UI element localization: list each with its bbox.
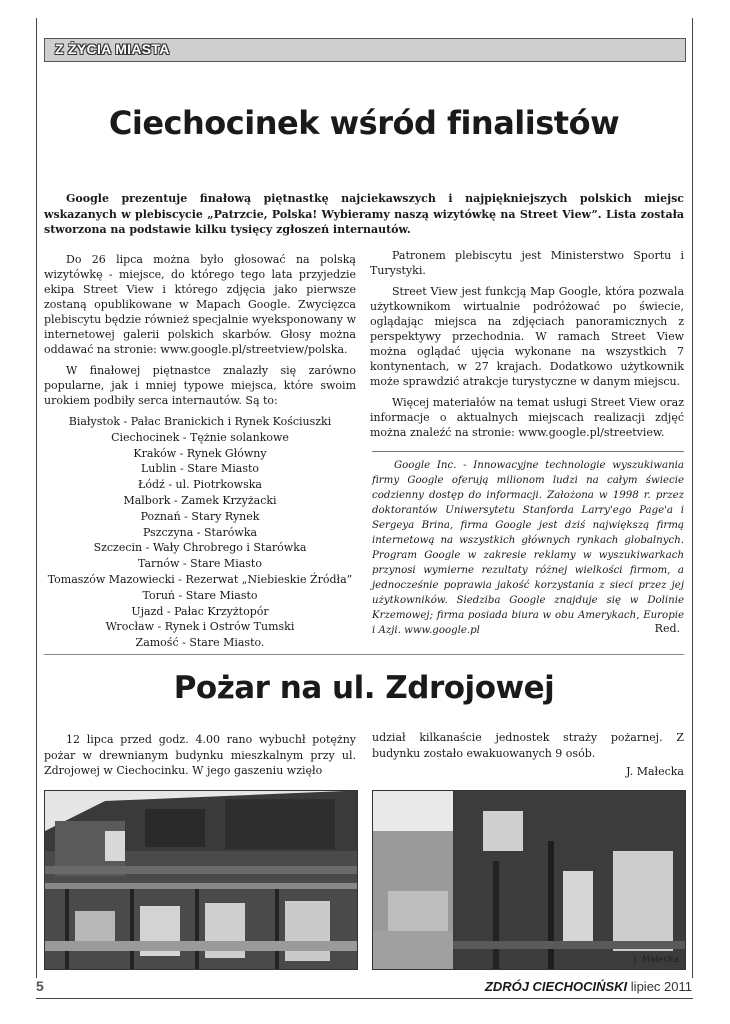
google-info-note — [372, 458, 684, 638]
list-item: Szczecin - Wały Chrobrego i Starówka — [93, 541, 307, 555]
divider — [372, 451, 684, 452]
footer-divider — [36, 998, 693, 999]
burned-house-photo — [372, 790, 686, 970]
list-item: Pszczyna - Starówka — [142, 525, 258, 539]
page-frame-right — [692, 18, 693, 978]
list-item: Malbork - Zamek Krzyżacki — [123, 493, 277, 507]
list-item: Tomaszów Mazowiecki - Rezerwat „Niebieskie Źródła” — [47, 572, 353, 586]
finalists-list — [44, 414, 356, 651]
paragraph: 12 lipca przed godz. 4.00 rano wybuchł potężny pożar w drewnianym budynku mieszkalnym przy ul. Zdrojowej w Ciechocinku. W jego gaszeniu wzięło — [44, 733, 356, 777]
paragraph: Patronem plebiscytu jest Ministerstwo Sportu i Turystyki. — [370, 249, 684, 277]
article-title: Pożar na ul. Zdrojowej — [173, 670, 555, 706]
section-title: Z ŻYCIA MIASTA — [55, 41, 170, 57]
page-number: 5 — [36, 978, 44, 994]
issue-date: lipiec 2011 — [630, 979, 692, 994]
list-item: Łódź - ul. Piotrkowska — [138, 478, 262, 492]
fire-article-left — [44, 732, 356, 779]
article-title: Ciechocinek wśród finalistów — [108, 104, 620, 142]
page-frame-left — [36, 18, 37, 978]
list-item: Poznań - Stary Rynek — [140, 509, 260, 523]
list-item: Kraków - Rynek Główny — [133, 446, 267, 460]
article-author: J. Małecka — [626, 765, 684, 778]
burned-house-photo — [44, 790, 358, 970]
paragraph: Do 26 lipca można było głosować na polską wizytówkę - miejsce, do którego tego lata przyjedzie ekipa Street View i którego zdjęcia jako pierwsze zostaną opublikowane w Mapach Google. Zwycięzca plebiscytu będzie również specjalnie wyeksponowany w internetowej galerii polskich skarbów. Głosy można oddawać na stronie: www.google.pl/streetview/polska. — [44, 253, 356, 356]
list-item: Wrocław - Rynek i Ostrów Tumski — [105, 620, 295, 634]
list-item: Toruń - Stare Miasto — [142, 588, 258, 602]
article-left-column — [44, 252, 356, 651]
list-item: Białystok - Pałac Branickich i Rynek Kościuszki — [68, 415, 332, 428]
photo-image — [373, 791, 685, 969]
paragraph: udział kilkanaście jednostek straży pożarnej. Z budynku zostało ewakuowanych 9 osób. — [372, 731, 684, 760]
list-item: Tarnów - Stare Miasto — [138, 557, 262, 571]
list-item: Ujazd - Pałac Krzyżtopór — [131, 604, 269, 618]
list-item: Lublin - Stare Miasto — [140, 462, 260, 476]
list-item: Ciechocinek - Tężnie solankowe — [111, 430, 289, 444]
photo-image — [45, 791, 357, 969]
magazine-name: ZDRÓJ CIECHOCIŃSKI — [484, 979, 628, 994]
article-right-column — [370, 248, 684, 440]
list-item: Zamość - Stare Miasto. — [135, 636, 265, 650]
paragraph: Więcej materiałów na temat usługi Street View oraz informacje o aktualnych miejscach realizacji zdjęć można znaleźć na stronie: www.google.pl/streetview. — [370, 396, 684, 439]
paragraph: Street View jest funkcją Map Google, która pozwala użytkownikom wirtualnie podróżować po świecie, oglądając miejsca na zdjęciach panoramicznych z perspektywy przechodnia. W ramach Street View można oglądać ujęcia wykonane na wszystkich 7 kontynentach, w 27 krajach. Dodatkowo użytkownik może sprawdzić atrakcje turystyczne w danym miejscu. — [370, 285, 684, 388]
article-signature: Red. — [654, 622, 680, 635]
section-divider — [44, 654, 684, 655]
section-header-bar — [44, 38, 686, 62]
lead-text: Google prezentuje finałową piętnastkę najciekawszych i najpiękniejszych polskich miejsc wskazanych w plebiscycie „Patrzcie, Polska! Wybieramy naszą wizytówkę na Street View”. Lista została stworzona na podstawie kilku tysięcy zgłoszeń internautów. — [44, 192, 684, 236]
article-lead — [44, 191, 684, 238]
fire-article-right — [372, 730, 684, 780]
note-text: Google Inc. - Innowacyjne technologie wyszukiwania firmy Google oferują milionom ludzi na całym świecie codzienny dostęp do informacji. Założona w 1998 r. przez doktorantów Uniwersytetu Stanforda Larry'ego Page'a i Sergeya Brina, firma Google jest dziś największą firmą internetową na wszystkich głównych rynkach globalnych. Program Google w zakresie reklamy w wyszukiwarkach przynosi wymierne rezultaty różnej wielkości firmom, a jednocześnie poprawia jakość korzystania z sieci przez jej użytkowników. Siedziba Google znajduje się w Dolinie Krzemowej; firma posiada biura w obu Amerykach, Europie i Azji. www.google.pl — [372, 460, 684, 636]
photo-credit: J. Małecka — [633, 955, 679, 965]
paragraph: W finałowej piętnastce znalazły się zarówno popularne, jak i mniej typowe miejsca, które swoim urokiem podbiły serca internautów. Są to: — [44, 364, 356, 407]
footer-masthead — [400, 979, 692, 994]
